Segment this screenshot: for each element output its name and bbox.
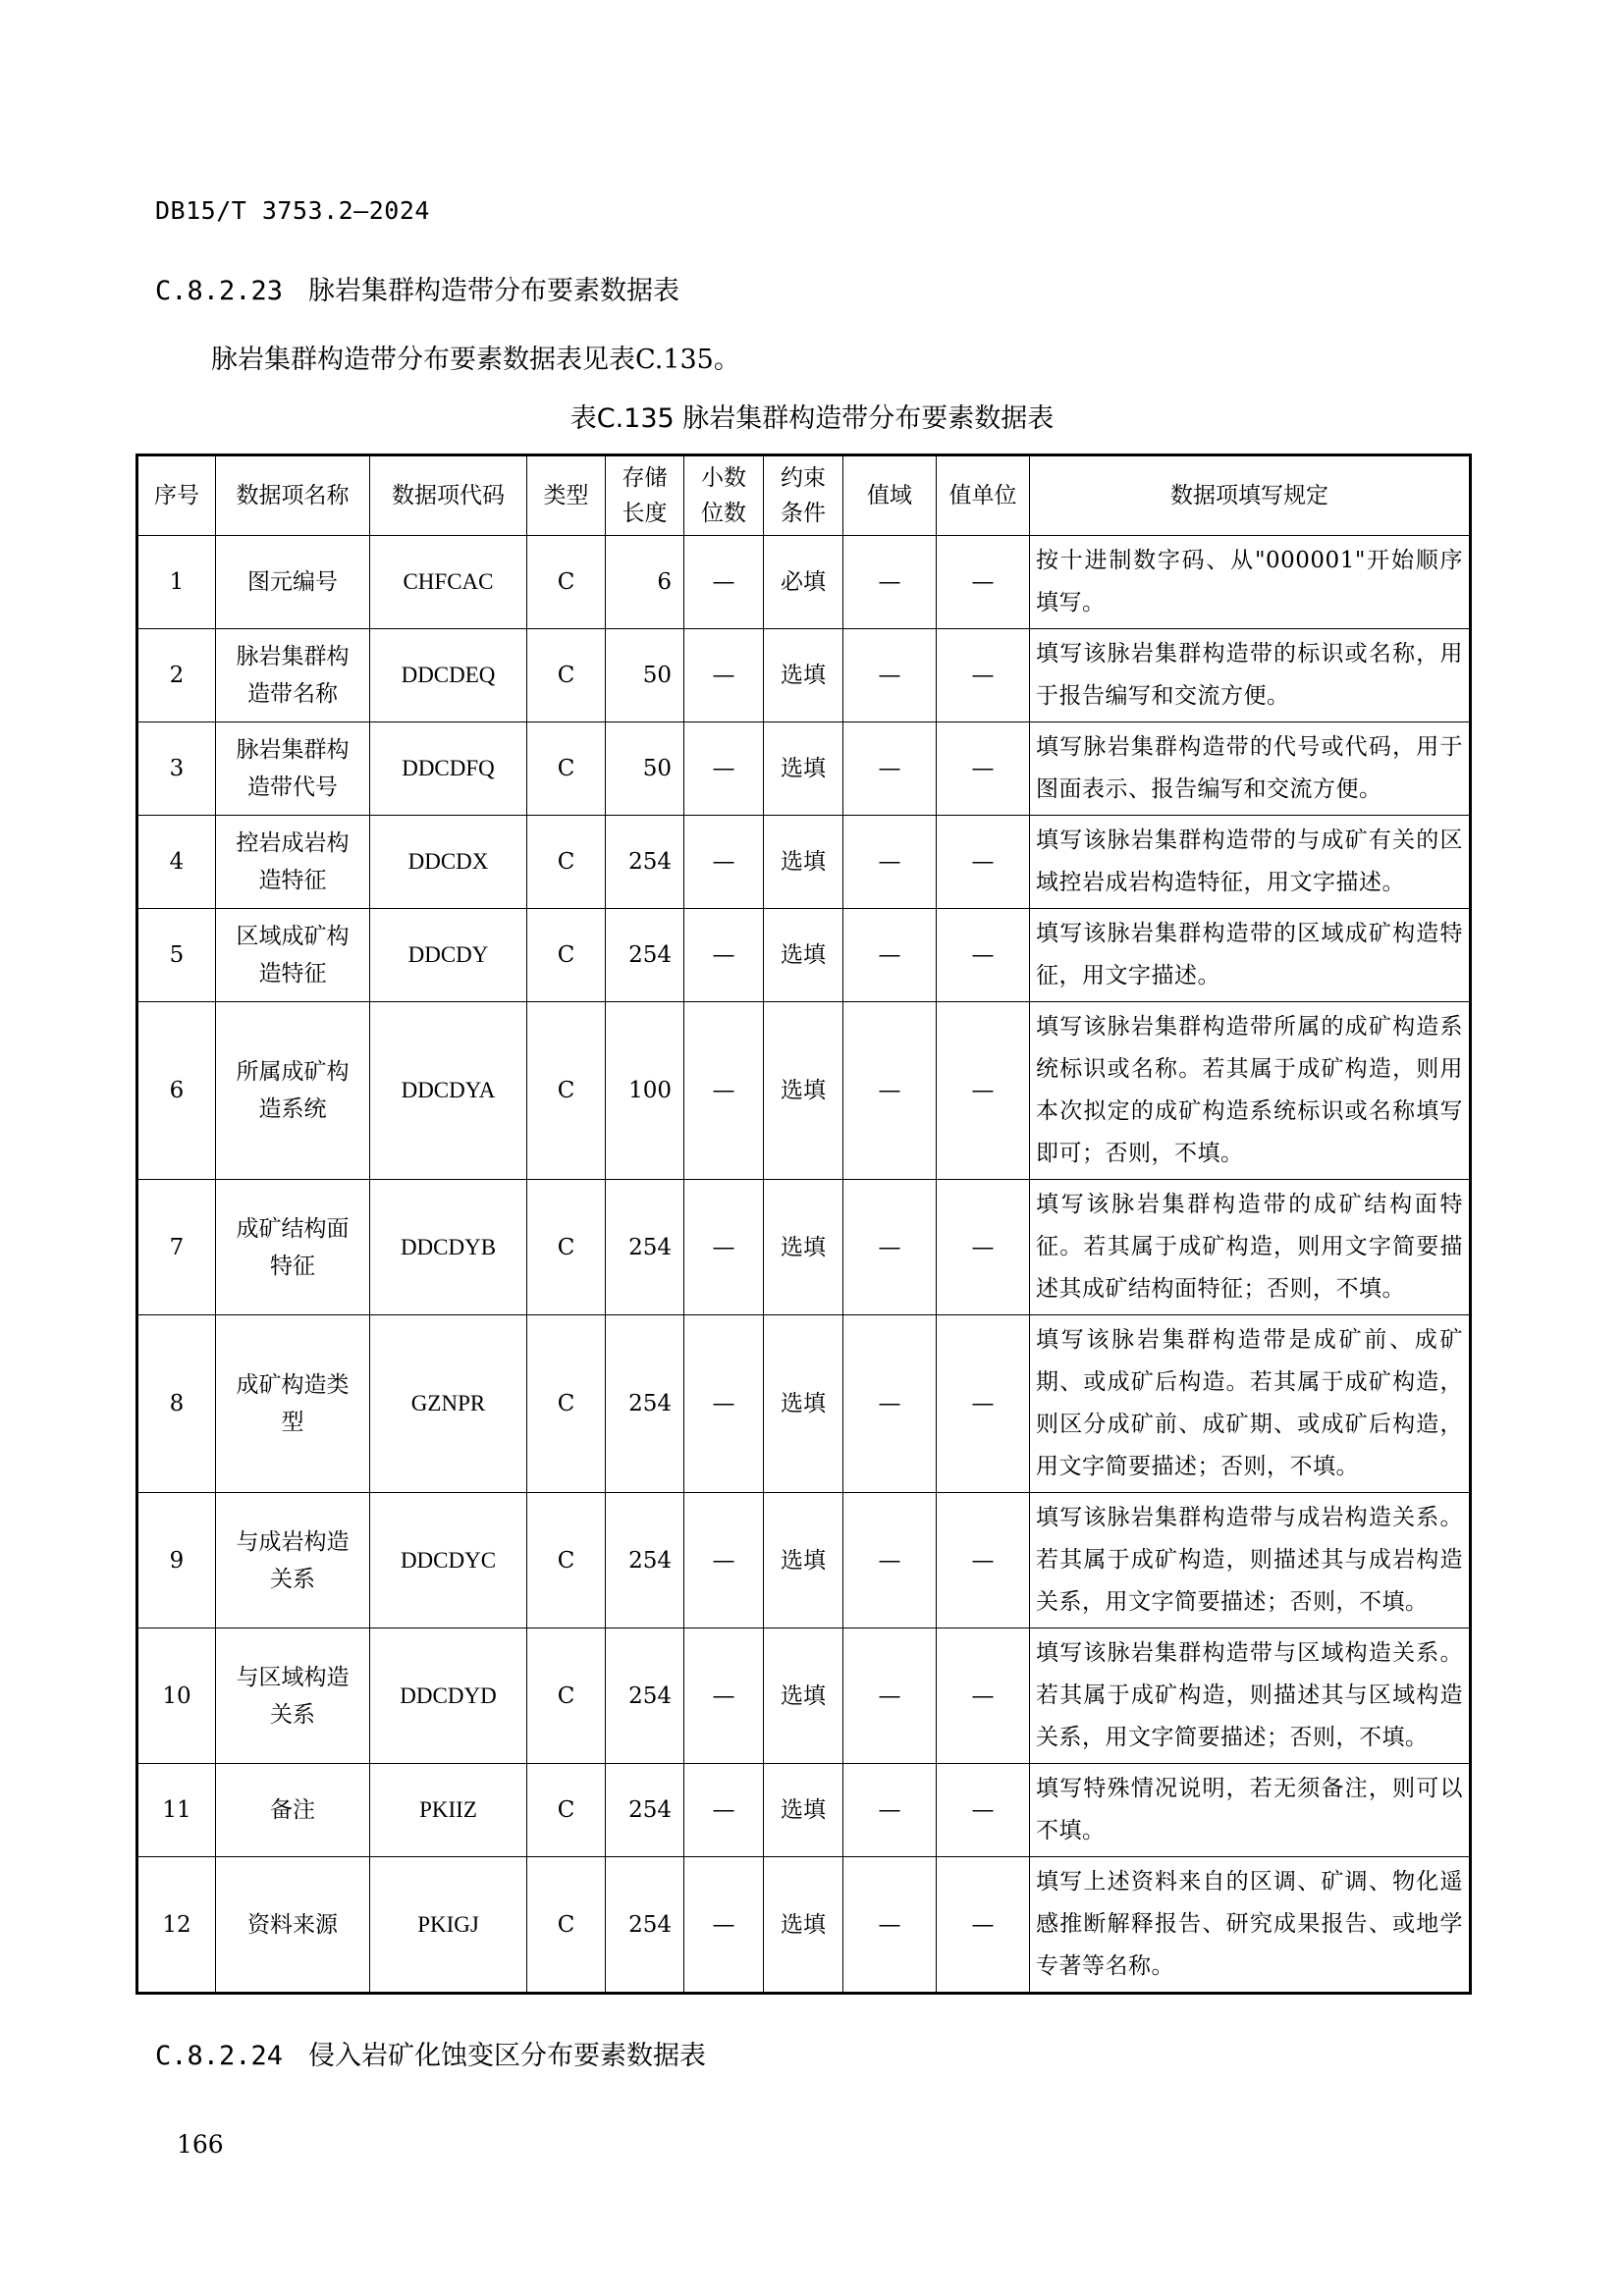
item-type: C xyxy=(527,1764,606,1857)
item-code: DDCDEQ xyxy=(370,629,527,722)
col-header: 约束条件 xyxy=(764,455,843,536)
constraint: 选填 xyxy=(764,1629,843,1764)
item-name: 资料来源 xyxy=(216,1857,370,1994)
item-code: DDCDFQ xyxy=(370,722,527,816)
row-number: 11 xyxy=(137,1764,216,1857)
row-number: 9 xyxy=(137,1493,216,1629)
item-name: 与区域构造关系 xyxy=(216,1629,370,1764)
table-row xyxy=(137,536,1471,629)
table-row xyxy=(137,1315,1471,1493)
item-name: 与成岩构造关系 xyxy=(216,1493,370,1629)
item-type: C xyxy=(527,816,606,909)
constraint: 选填 xyxy=(764,1180,843,1315)
constraint: 选填 xyxy=(764,1764,843,1857)
row-number: 4 xyxy=(137,816,216,909)
item-name: 脉岩集群构造带名称 xyxy=(216,629,370,722)
constraint: 选填 xyxy=(764,1315,843,1493)
item-code: PKIGJ xyxy=(370,1857,527,1994)
value-range: — xyxy=(843,1764,937,1857)
value-range: — xyxy=(843,1493,937,1629)
storage-length: 254 xyxy=(606,909,684,1002)
value-unit: — xyxy=(937,1764,1030,1857)
storage-length: 254 xyxy=(606,1315,684,1493)
fill-rule: 填写该脉岩集群构造带与区域构造关系。若其属于成矿构造，则描述其与区域构造关系，用文字简要描述；否则，不填。 xyxy=(1030,1629,1471,1764)
row-number: 2 xyxy=(137,629,216,722)
col-header: 数据项填写规定 xyxy=(1030,455,1471,536)
storage-length: 254 xyxy=(606,1764,684,1857)
constraint: 必填 xyxy=(764,536,843,629)
table-row xyxy=(137,1764,1471,1857)
item-code: DDCDYD xyxy=(370,1629,527,1764)
storage-length: 254 xyxy=(606,816,684,909)
item-code: CHFCAC xyxy=(370,536,527,629)
value-range: — xyxy=(843,1629,937,1764)
item-type: C xyxy=(527,1180,606,1315)
item-code: DDCDY xyxy=(370,909,527,1002)
row-number: 12 xyxy=(137,1857,216,1994)
table-row xyxy=(137,1857,1471,1994)
item-code: DDCDX xyxy=(370,816,527,909)
storage-length: 50 xyxy=(606,629,684,722)
item-type: C xyxy=(527,1315,606,1493)
value-range: — xyxy=(843,536,937,629)
decimal-places: — xyxy=(684,722,764,816)
constraint: 选填 xyxy=(764,629,843,722)
fill-rule: 填写该脉岩集群构造带的标识或名称，用于报告编写和交流方便。 xyxy=(1030,629,1471,722)
decimal-places: — xyxy=(684,1180,764,1315)
decimal-places: — xyxy=(684,816,764,909)
table-row xyxy=(137,722,1471,816)
col-header: 类型 xyxy=(527,455,606,536)
value-unit: — xyxy=(937,1002,1030,1180)
value-unit: — xyxy=(937,816,1030,909)
col-header: 数据项名称 xyxy=(216,455,370,536)
decimal-places: — xyxy=(684,629,764,722)
constraint: 选填 xyxy=(764,1002,843,1180)
value-range: — xyxy=(843,909,937,1002)
row-number: 6 xyxy=(137,1002,216,1180)
value-unit: — xyxy=(937,1315,1030,1493)
value-unit: — xyxy=(937,722,1030,816)
section-title: 脉岩集群构造带分布要素数据表 xyxy=(308,276,680,306)
item-name: 成矿构造类型 xyxy=(216,1315,370,1493)
decimal-places: — xyxy=(684,1002,764,1180)
storage-length: 254 xyxy=(606,1180,684,1315)
item-name: 备注 xyxy=(216,1764,370,1857)
fill-rule: 按十进制数字码、从"000001"开始顺序填写。 xyxy=(1030,536,1471,629)
fill-rule: 填写该脉岩集群构造带的成矿结构面特征。若其属于成矿构造，则用文字简要描述其成矿结构面特征；否则，不填。 xyxy=(1030,1180,1471,1315)
fill-rule: 填写该脉岩集群构造带所属的成矿构造系统标识或名称。若其属于成矿构造，则用本次拟定的成矿构造系统标识或名称填写即可；否则，不填。 xyxy=(1030,1002,1471,1180)
next-section-title: 侵入岩矿化蚀变区分布要素数据表 xyxy=(308,2041,707,2071)
fill-rule: 填写特殊情况说明，若无须备注，则可以不填。 xyxy=(1030,1764,1471,1857)
fill-rule: 填写该脉岩集群构造带的区域成矿构造特征，用文字描述。 xyxy=(1030,909,1471,1002)
decimal-places: — xyxy=(684,1629,764,1764)
section-heading xyxy=(155,269,679,307)
value-range: — xyxy=(843,1857,937,1994)
value-range: — xyxy=(843,1315,937,1493)
col-header: 值单位 xyxy=(937,455,1030,536)
decimal-places: — xyxy=(684,536,764,629)
value-unit: — xyxy=(937,1180,1030,1315)
item-type: C xyxy=(527,629,606,722)
value-unit: — xyxy=(937,1493,1030,1629)
next-section-number: C.8.2.24 xyxy=(155,2041,284,2071)
item-type: C xyxy=(527,722,606,816)
value-unit: — xyxy=(937,909,1030,1002)
decimal-places: — xyxy=(684,1764,764,1857)
fill-rule: 填写该脉岩集群构造带与成岩构造关系。若其属于成矿构造，则描述其与成岩构造关系，用文字简要描述；否则，不填。 xyxy=(1030,1493,1471,1629)
item-name: 脉岩集群构造带代号 xyxy=(216,722,370,816)
col-header: 存储长度 xyxy=(606,455,684,536)
fill-rule: 填写该脉岩集群构造带的与成矿有关的区域控岩成岩构造特征，用文字描述。 xyxy=(1030,816,1471,909)
decimal-places: — xyxy=(684,1493,764,1629)
value-range: — xyxy=(843,1002,937,1180)
section-intro: 脉岩集群构造带分布要素数据表见表C.135。 xyxy=(211,345,740,375)
item-code: GZNPR xyxy=(370,1315,527,1493)
fill-rule: 填写该脉岩集群构造带是成矿前、成矿期、或成矿后构造。若其属于成矿构造，则区分成矿前、成矿期、或成矿后构造，用文字简要描述；否则，不填。 xyxy=(1030,1315,1471,1493)
value-range: — xyxy=(843,629,937,722)
section-number: C.8.2.23 xyxy=(155,276,284,306)
value-range: — xyxy=(843,1180,937,1315)
table-row xyxy=(137,1002,1471,1180)
storage-length: 50 xyxy=(606,722,684,816)
value-unit: — xyxy=(937,629,1030,722)
col-header: 数据项代码 xyxy=(370,455,527,536)
standard-code: DB15/T 3753.2—2024 xyxy=(155,196,430,225)
row-number: 7 xyxy=(137,1180,216,1315)
item-type: C xyxy=(527,1629,606,1764)
item-name: 控岩成岩构造特征 xyxy=(216,816,370,909)
table-row xyxy=(137,1629,1471,1764)
row-number: 1 xyxy=(137,536,216,629)
decimal-places: — xyxy=(684,1857,764,1994)
constraint: 选填 xyxy=(764,1493,843,1629)
decimal-places: — xyxy=(684,1315,764,1493)
item-name: 成矿结构面特征 xyxy=(216,1180,370,1315)
constraint: 选填 xyxy=(764,816,843,909)
table-row xyxy=(137,629,1471,722)
storage-length: 254 xyxy=(606,1857,684,1994)
value-range: — xyxy=(843,722,937,816)
value-range: — xyxy=(843,816,937,909)
table-row xyxy=(137,1180,1471,1315)
storage-length: 254 xyxy=(606,1493,684,1629)
fill-rule: 填写脉岩集群构造带的代号或代码，用于图面表示、报告编写和交流方便。 xyxy=(1030,722,1471,816)
table-row xyxy=(137,816,1471,909)
value-unit: — xyxy=(937,1629,1030,1764)
data-table xyxy=(135,454,1472,1995)
col-header: 序号 xyxy=(137,455,216,536)
row-number: 8 xyxy=(137,1315,216,1493)
constraint: 选填 xyxy=(764,1857,843,1994)
item-type: C xyxy=(527,909,606,1002)
row-number: 3 xyxy=(137,722,216,816)
item-type: C xyxy=(527,536,606,629)
item-code: DDCDYA xyxy=(370,1002,527,1180)
constraint: 选填 xyxy=(764,722,843,816)
next-section-heading xyxy=(155,2034,706,2072)
storage-length: 254 xyxy=(606,1629,684,1764)
col-header: 小数位数 xyxy=(684,455,764,536)
value-unit: — xyxy=(937,1857,1030,1994)
page-number: 166 xyxy=(177,2130,224,2159)
constraint: 选填 xyxy=(764,909,843,1002)
table-row xyxy=(137,909,1471,1002)
col-header: 值域 xyxy=(843,455,937,536)
storage-length: 100 xyxy=(606,1002,684,1180)
value-unit: — xyxy=(937,536,1030,629)
decimal-places: — xyxy=(684,909,764,1002)
item-type: C xyxy=(527,1857,606,1994)
table-caption: 表C.135 脉岩集群构造带分布要素数据表 xyxy=(569,403,1055,434)
item-type: C xyxy=(527,1493,606,1629)
item-code: DDCDYB xyxy=(370,1180,527,1315)
item-name: 图元编号 xyxy=(216,536,370,629)
item-name: 区域成矿构造特征 xyxy=(216,909,370,1002)
item-name: 所属成矿构造系统 xyxy=(216,1002,370,1180)
item-code: DDCDYC xyxy=(370,1493,527,1629)
table-row xyxy=(137,1493,1471,1629)
row-number: 5 xyxy=(137,909,216,1002)
item-code: PKIIZ xyxy=(370,1764,527,1857)
item-type: C xyxy=(527,1002,606,1180)
fill-rule: 填写上述资料来自的区调、矿调、物化遥感推断解释报告、研究成果报告、或地学专著等名称。 xyxy=(1030,1857,1471,1994)
table-header-row xyxy=(137,455,1471,536)
storage-length: 6 xyxy=(606,536,684,629)
row-number: 10 xyxy=(137,1629,216,1764)
